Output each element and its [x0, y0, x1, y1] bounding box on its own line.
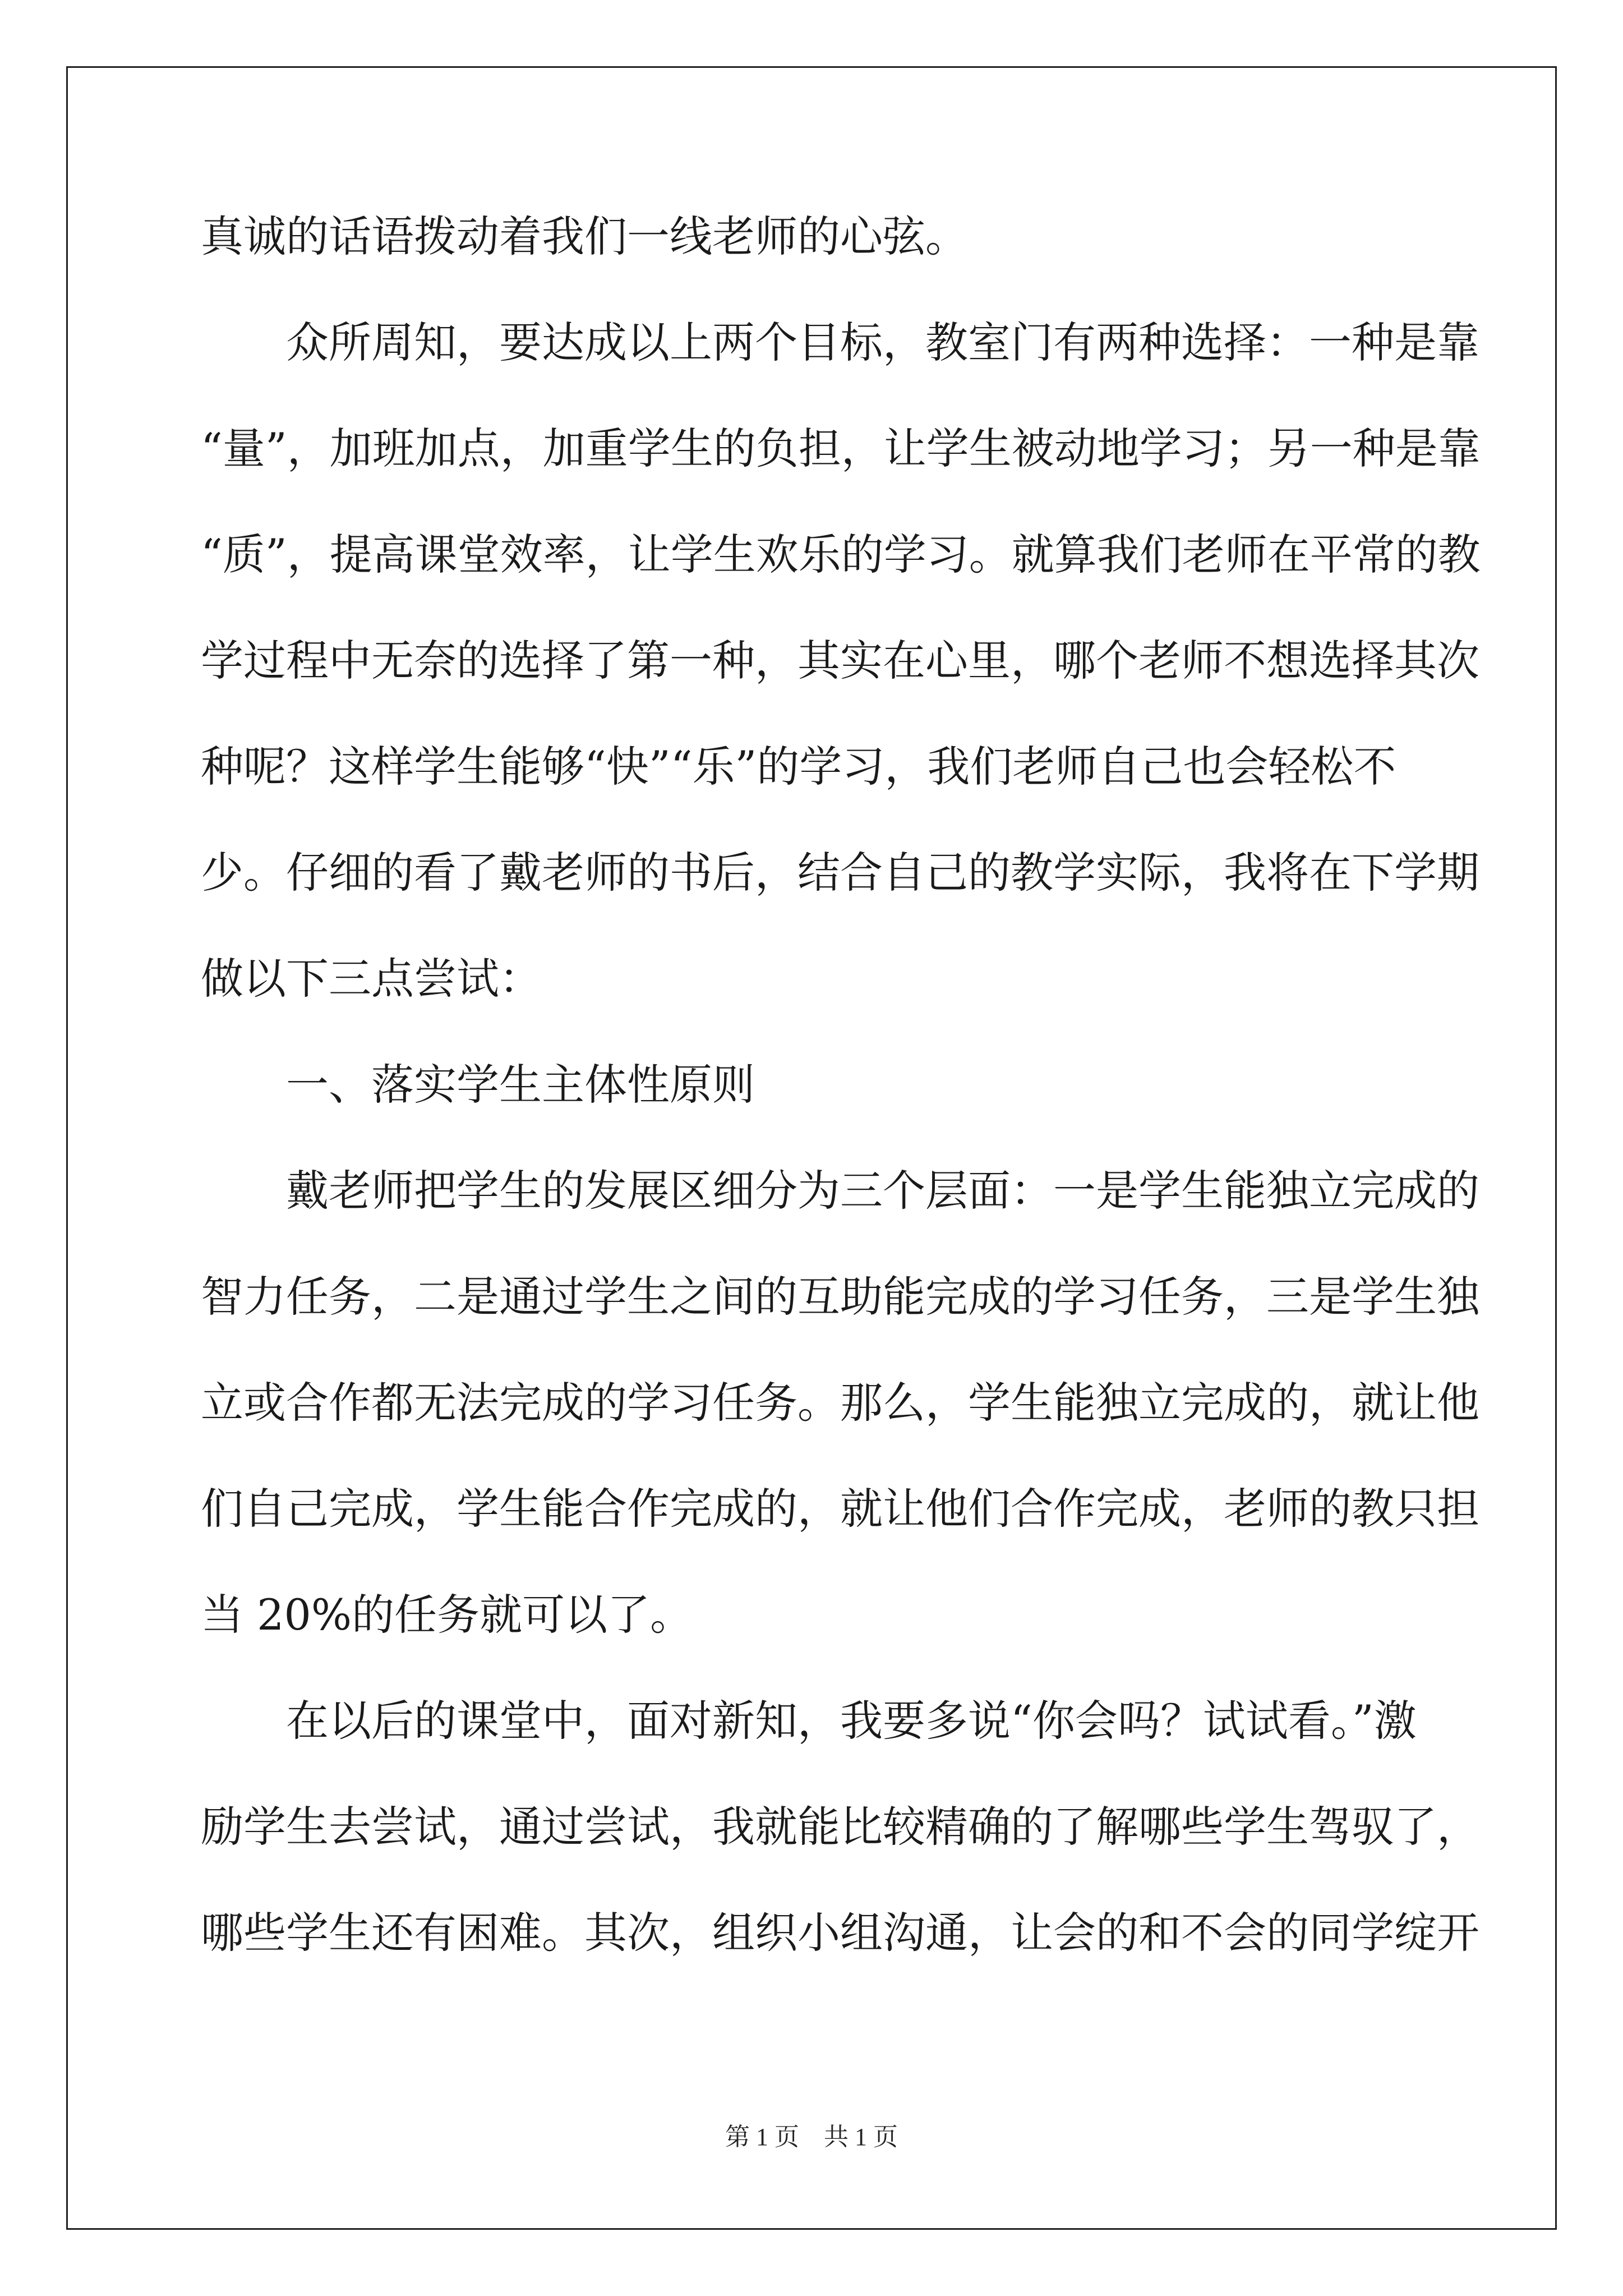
- text-line: 当 20%的任务就可以了。: [201, 1590, 693, 1640]
- text-line: 励学生去尝试，通过尝试，我就能比较精确的了解哪些学生驾驭了，: [201, 1802, 1479, 1852]
- text-line: 学过程中无奈的选择了第一种，其实在心里，哪个老师不想选择其次: [201, 636, 1479, 685]
- text-line: 种呢？这样学生能够“快”“乐”的学习，我们老师自己也会轻松不: [201, 742, 1396, 792]
- page-footer: 第 1 页 共 1 页: [725, 2123, 898, 2151]
- text-line: “质”，提高课堂效率，让学生欢乐的学习。就算我们老师在平常的教: [201, 530, 1481, 579]
- text-line: 真诚的话语拨动着我们一线老师的心弦。: [201, 211, 968, 261]
- section-heading: 一、落实学生主体性原则: [201, 1060, 755, 1110]
- text-line: 哪些学生还有困难。其次，组织小组沟通，让会的和不会的同学绽开: [201, 1908, 1479, 1958]
- text-line: 众所周知，要达成以上两个目标，教室门有两种选择：一种是靠: [201, 318, 1479, 367]
- text-line: 少。仔细的看了戴老师的书后，结合自己的教学实际，我将在下学期: [201, 848, 1479, 898]
- text-line: “量”，加班加点，加重学生的负担，让学生被动地学习；另一种是靠: [201, 424, 1481, 473]
- text-line: 在以后的课堂中，面对新知，我要多说“你会吗？试试看。”激: [201, 1696, 1417, 1746]
- text-line: 戴老师把学生的发展区细分为三个层面：一是学生能独立完成的: [201, 1166, 1479, 1216]
- text-line: 立或合作都无法完成的学习任务。那么，学生能独立完成的，就让他: [201, 1378, 1479, 1428]
- text-line: 们自己完成，学生能合作完成的，就让他们合作完成，老师的教只担: [201, 1484, 1479, 1534]
- text-line: 智力任务，二是通过学生之间的互助能完成的学习任务，三是学生独: [201, 1272, 1479, 1322]
- text-line: 做以下三点尝试：: [201, 954, 542, 1004]
